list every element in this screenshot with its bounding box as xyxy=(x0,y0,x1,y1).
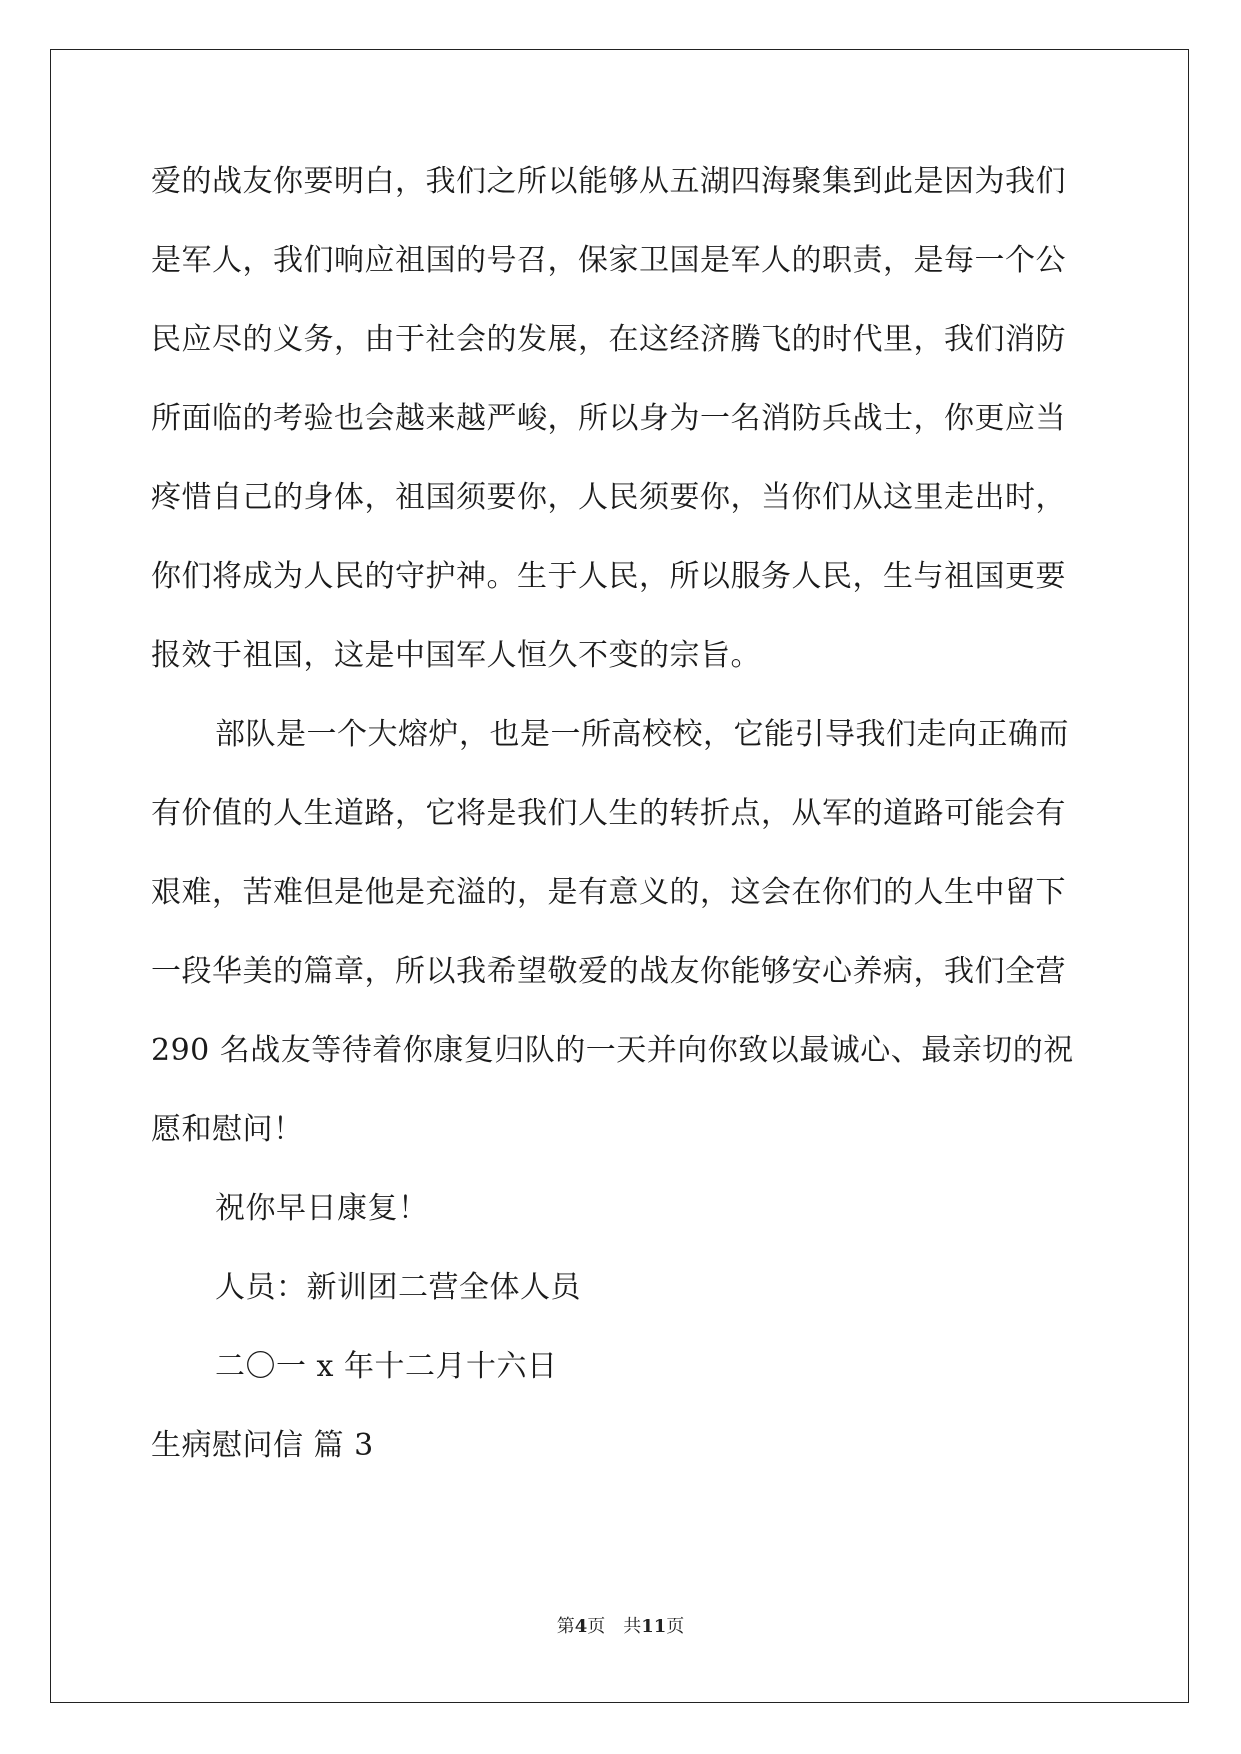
footer-total-pages: 11 xyxy=(641,1616,667,1637)
page-footer xyxy=(0,1612,1241,1638)
body-line: 愿和慰问！ xyxy=(151,1112,304,1147)
footer-total-suffix: 页 xyxy=(666,1616,685,1637)
section-heading: 生病慰问信 篇 3 xyxy=(151,1428,374,1463)
date-line: 二〇一 x 年十二月十六日 xyxy=(215,1349,558,1384)
body-line: 艰难，苦难但是他是充溢的，是有意义的，这会在你们的人生中留下 xyxy=(151,875,1066,910)
signature-line: 人员：新训团二营全体人员 xyxy=(215,1270,581,1305)
footer-page-suffix: 页 xyxy=(587,1616,606,1637)
footer-page-number: 4 xyxy=(574,1616,588,1637)
body-line: 有价值的人生道路，它将是我们人生的转折点，从军的道路可能会有 xyxy=(151,796,1066,831)
paragraph-start-line: 部队是一个大熔炉，也是一所高校校，它能引导我们走向正确而 xyxy=(215,717,1069,752)
footer-page-prefix: 第 xyxy=(556,1616,575,1637)
body-line: 爱的战友你要明白，我们之所以能够从五湖四海聚集到此是因为我们 xyxy=(151,164,1066,199)
footer-total-prefix: 共 xyxy=(623,1616,642,1637)
body-line: 一段华美的篇章，所以我希望敬爱的战友你能够安心养病，我们全营 xyxy=(151,954,1066,989)
closing-wish: 祝你早日康复！ xyxy=(215,1191,429,1226)
body-line: 你们将成为人民的守护神。生于人民，所以服务人民，生与祖国更要 xyxy=(151,559,1066,594)
body-line: 民应尽的义务，由于社会的发展，在这经济腾飞的时代里，我们消防 xyxy=(151,322,1066,357)
body-line: 所面临的考验也会越来越严峻，所以身为一名消防兵战士，你更应当 xyxy=(151,401,1066,436)
body-line: 报效于祖国，这是中国军人恒久不变的宗旨。 xyxy=(151,638,761,673)
body-line: 是军人，我们响应祖国的号召，保家卫国是军人的职责，是每一个公 xyxy=(151,243,1066,278)
body-line: 290 名战友等待着你康复归队的一天并向你致以最诚心、最亲切的祝 xyxy=(151,1033,1074,1068)
body-line: 疼惜自己的身体，祖国须要你，人民须要你，当你们从这里走出时， xyxy=(151,480,1066,515)
